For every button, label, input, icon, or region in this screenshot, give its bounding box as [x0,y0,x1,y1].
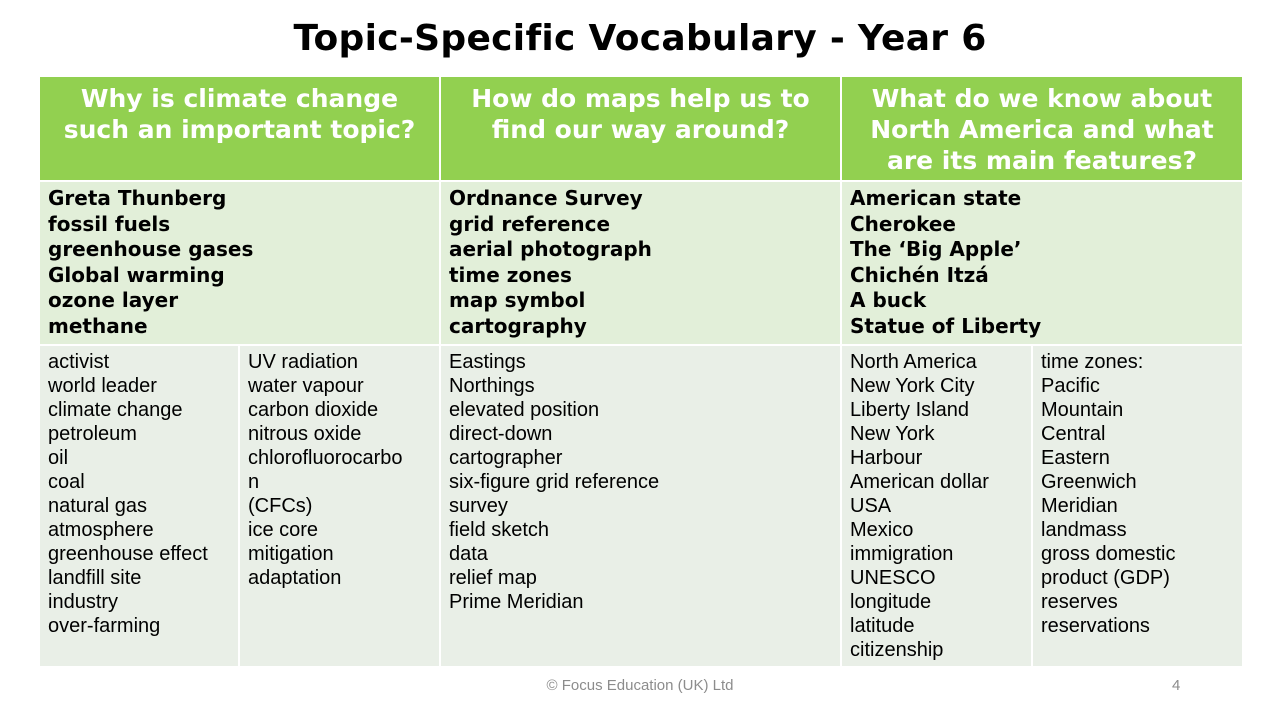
vocabulary-table [38,75,1244,668]
vocab-word: Statue of Liberty [850,313,1042,338]
vocab-word: Greta Thunberg [48,186,227,210]
vocab-word: time zones: [1041,351,1144,373]
question-maps: How do maps help us to find our way around? [440,76,841,181]
vocab-word: elevated position [449,399,600,421]
vocab-word: water vapour [248,375,364,397]
vocab-word: climate change [48,399,183,421]
vocab-word: North America [850,351,977,373]
vocab-word: time zones [449,262,572,287]
vocab-word: field sketch [449,519,550,541]
vocab-word: Eastings [449,351,526,373]
key-words-maps [440,181,841,345]
vocab-word: Chichén Itzá [850,262,989,287]
vocab-word: UV radiation [248,351,359,373]
vocab-word: fossil fuels [48,211,171,236]
vocab-word: immigration [850,543,954,565]
vocab-word: (CFCs) [248,495,313,517]
vocab-word: Greenwich [1041,471,1137,493]
vocab-word: The ‘Big Apple’ [850,237,1022,262]
vocab-word: adaptation [248,567,342,589]
vocab-word: relief map [449,567,537,589]
vocab-word: cartographer [449,447,563,469]
vocab-word: data [449,543,488,565]
vocab-word: New York [850,423,935,445]
vocab-word: A buck [850,288,927,313]
vocab-word: Northings [449,375,535,397]
vocab-word: petroleum [48,423,137,445]
vocab-word: reserves [1041,591,1118,613]
vocab-word: latitude [850,615,915,637]
vocab-word: methane [48,313,148,338]
vocab-word: Mountain [1041,399,1124,421]
vocab-word: Global warming [48,262,225,287]
words-north-america-col1 [841,345,1032,667]
page-number: 4 [1172,677,1181,694]
vocabulary-row [39,345,1243,667]
vocab-word: coal [48,471,85,493]
page-title: Topic-Specific Vocabulary - Year 6 [293,18,987,59]
vocab-word: Eastern [1041,447,1110,469]
vocab-word: activist [48,351,110,373]
vocab-word: six-figure grid reference [449,471,660,493]
question-north-america: What do we know about North America and what are its main features? [841,76,1243,181]
vocab-word: greenhouse effect [48,543,208,565]
words-north-america-col2 [1032,345,1243,667]
vocab-word: landmass [1041,519,1127,541]
vocab-word: Ordnance Survey [449,186,643,210]
vocab-word: American dollar [850,471,989,493]
vocab-word: Liberty Island [850,399,969,421]
vocab-word: American state [850,186,1022,210]
words-maps [440,345,841,667]
vocab-word: reservations [1041,615,1150,637]
vocab-word: direct-down [449,423,553,445]
question-row [39,76,1243,181]
vocab-word: nitrous oxide [248,423,362,445]
vocab-word: New York City [850,375,975,397]
words-climate-change-col1 [39,345,239,667]
vocab-word: longitude [850,591,932,613]
vocab-word: Prime Meridian [449,591,584,613]
vocab-word: industry [48,591,119,613]
vocab-word: map symbol [449,288,586,313]
vocab-word: atmosphere [48,519,154,541]
vocab-word: cartography [449,313,587,338]
vocab-word: citizenship [850,639,944,661]
vocab-word: gross domestic [1041,543,1176,565]
vocab-word: natural gas [48,495,147,517]
vocab-word: n [248,471,260,493]
vocab-word: ice core [248,519,319,541]
vocab-word: ozone layer [48,288,179,313]
vocab-word: USA [850,495,892,517]
vocab-word: Harbour [850,447,923,469]
key-vocabulary-row [39,181,1243,345]
vocab-word: greenhouse gases [48,237,254,262]
vocab-word: Cherokee [850,211,956,236]
words-climate-change-col2 [239,345,440,667]
vocab-word: mitigation [248,543,334,565]
vocab-word: product (GDP) [1041,567,1170,589]
copyright-footer: © Focus Education (UK) Ltd [546,677,734,694]
vocab-word: Central [1041,423,1106,445]
vocab-word: over-farming [48,615,161,637]
vocab-word: oil [48,447,69,469]
key-words-north-america [841,181,1243,345]
vocab-word: landfill site [48,567,142,589]
key-words-climate-change [39,181,440,345]
vocab-word: Mexico [850,519,914,541]
vocab-word: Pacific [1041,375,1100,397]
question-climate-change: Why is climate change such an important topic? [39,76,440,181]
vocab-word: UNESCO [850,567,936,589]
vocab-word: world leader [48,375,157,397]
vocab-word: Meridian [1041,495,1118,517]
vocab-word: carbon dioxide [248,399,379,421]
vocab-word: aerial photograph [449,237,652,262]
vocab-word: grid reference [449,211,611,236]
vocab-word: chlorofluorocarbo [248,447,403,469]
vocab-word: survey [449,495,508,517]
